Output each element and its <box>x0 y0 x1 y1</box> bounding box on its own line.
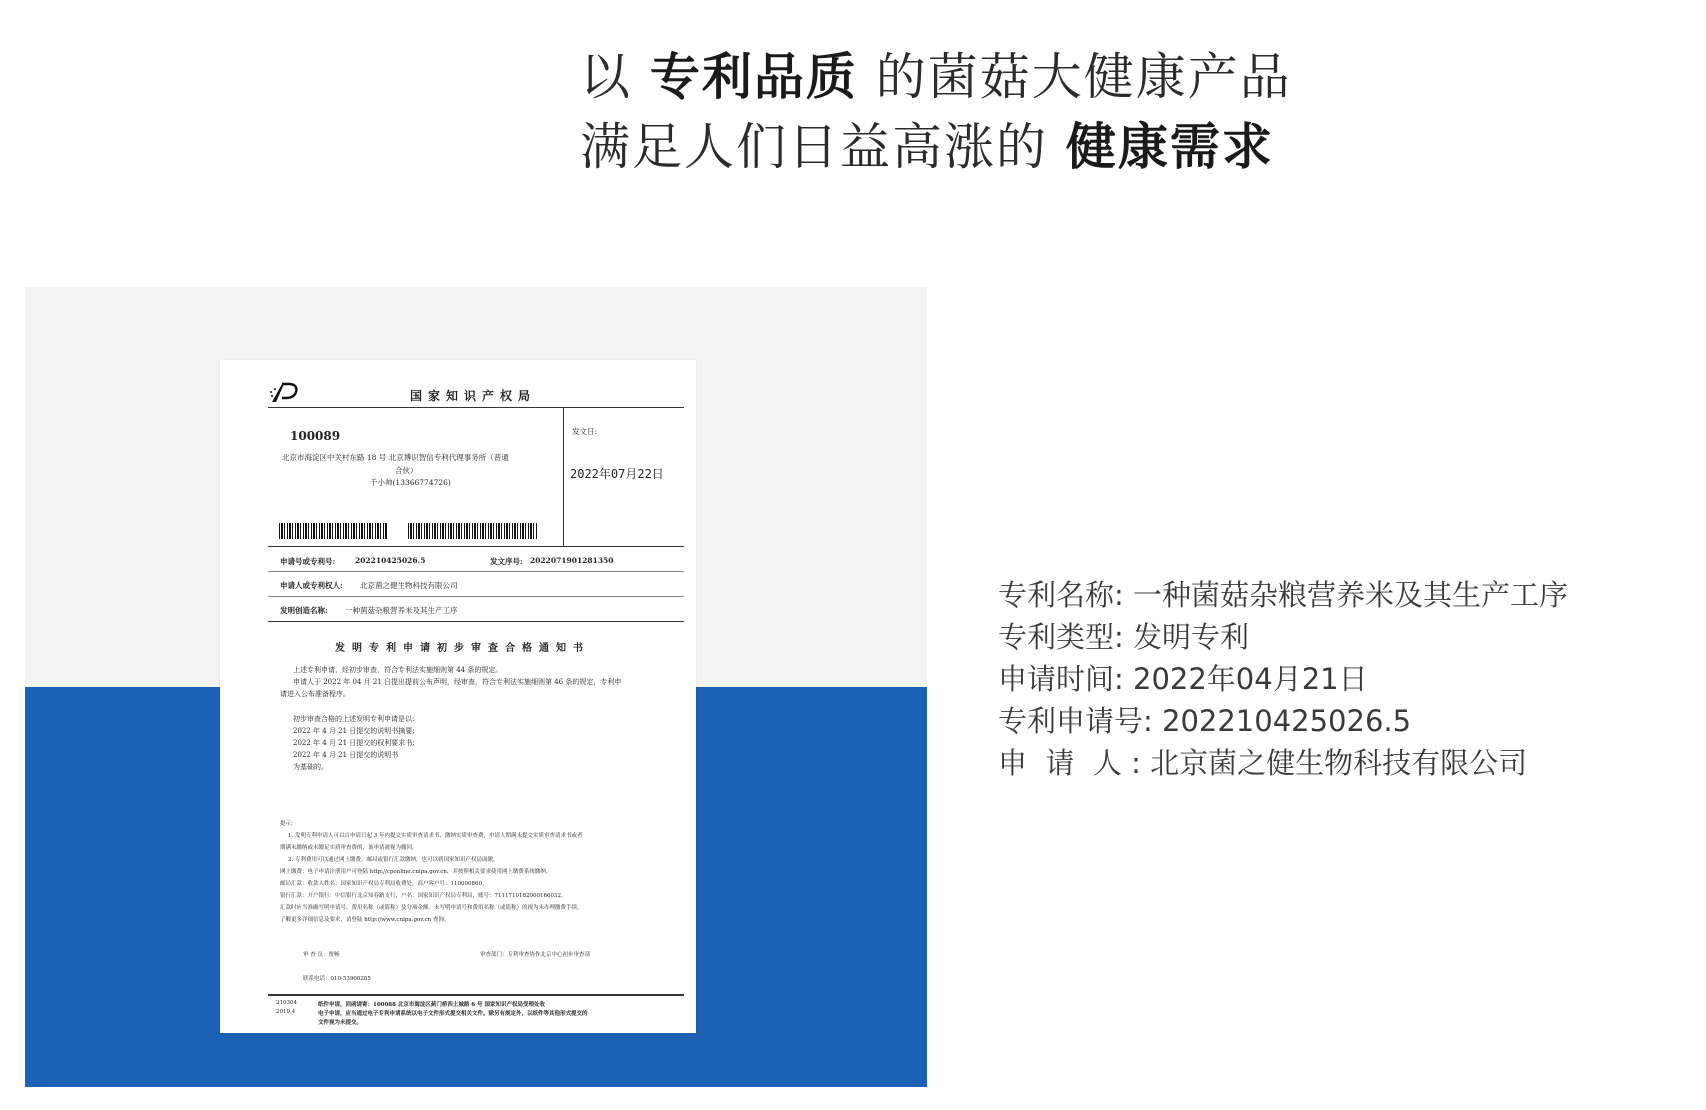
issue-date-label: 发文日: <box>572 427 598 436</box>
basis-line: 2022 年 4 月 21 日提交的权利要求书; <box>293 739 415 747</box>
basis-line: 2022 年 4 月 21 日提交的说明书 <box>293 751 399 759</box>
headline-line-2 <box>580 112 1340 182</box>
body-line: 请进入公布准备程序。 <box>280 690 350 698</box>
applicant-value: 北京菌之健生物科技有限公司 <box>360 581 458 590</box>
tip-line: 银行汇款：开户银行：中信银行北京知春路支行，户名：国家知识产权局专利局，账号：7111710182000166032。 <box>280 893 567 899</box>
patent-type: 专利类型: 发明专利 <box>998 620 1249 654</box>
body-line: 上述专利申请，经初步审查，符合专利法实施细则第 44 条的规定。 <box>293 666 503 674</box>
applicant-label: 申请人或专利权人: <box>280 581 343 590</box>
address-line-1: 北京市海淀区中关村东路 18 号 北京博识智信专利代理事务所（普通 <box>282 453 509 462</box>
tip-line: 了解更多详细信息及要求，请登陆 http://www.cnipa.gov.cn 查询。 <box>280 917 450 923</box>
headline <box>580 42 1340 182</box>
applicant: 申 请 人 : 北京菌之健生物科技有限公司 <box>998 746 1528 780</box>
divider <box>268 571 684 572</box>
serial-number-value: 2022071901281350 <box>530 556 614 565</box>
notice-title: 发明专利申请初步审查合格通知书 <box>335 643 590 654</box>
divider <box>268 596 684 597</box>
basis-line: 初步审查合格的上述发明专利申请是以: <box>293 715 415 723</box>
barcode-2 <box>408 523 537 539</box>
headline-line-2-bold: 健康需求 <box>1065 118 1274 176</box>
tip-line: 期满未缴纳或未缴足实质审查费的，该申请被视为撤回。 <box>280 845 418 851</box>
examiner: 审 查 员：贾畅 <box>303 952 340 958</box>
divider <box>268 621 684 622</box>
divider <box>268 407 684 408</box>
tip-line: 网上缴费：电子申请注册用户可登陆 http://cponline.cnipa.gov.cn，并按照相关要求使用网上缴费系统缴纳。 <box>280 869 552 875</box>
cnipa-logo-icon <box>268 380 302 406</box>
footer-code-2: 2019.4 <box>276 1009 296 1015</box>
application-number-label: 申请号或专利号: <box>280 557 336 566</box>
headline-line-1-bold: 专利品质 <box>649 48 858 106</box>
tip-line: 1. 发明专利申请人可以自申请日起 3 年内提交实质审查请求书、缴纳实质审查费，申请人期满未提交实质审查请求书或者 <box>288 833 583 839</box>
invention-value: 一种菌菇杂粮营养米及其生产工序 <box>345 606 458 615</box>
headline-line-1-post: 的菌菇大健康产品 <box>857 48 1292 106</box>
tip-line: 邮局汇款：收款人姓名：国家知识产权局专利局收费处，商户客户号：110000860。 <box>280 881 488 887</box>
patent-info-list <box>998 574 1678 784</box>
patent-certificate <box>220 360 696 1033</box>
divider <box>563 407 564 546</box>
barcode-1 <box>279 523 387 539</box>
certificate-panel <box>25 287 927 1087</box>
divider <box>268 546 684 547</box>
basis-line: 2022 年 4 月 21 日提交的说明书摘要; <box>293 727 415 735</box>
footer-line: 纸件申请，回函请寄：100088 北京市海淀区蓟门桥西土城路 6 号 国家知识产权局受理处收 <box>318 1002 545 1008</box>
serial-number-label: 发文序号: <box>490 557 523 566</box>
headline-line-2-pre: 满足人们日益高涨的 <box>580 118 1066 176</box>
basis-line: 为基础的。 <box>293 763 328 771</box>
address-line-2: 合伙） <box>395 466 418 475</box>
application-date: 申请时间: 2022年04月21日 <box>998 662 1368 696</box>
application-number-value: 202210425026.5 <box>355 556 426 565</box>
body-line: 申请人于 2022 年 04 月 21 日提出提前公布声明，经审查，符合专利法实施细则第 46 条的规定，专利申 <box>293 678 622 686</box>
footer-line: 电子申请，应当通过电子专利申请系统以电子文件形式提交相关文件。除另有规定外，以纸件等其他形式提交的 <box>318 1011 588 1017</box>
divider <box>268 994 684 996</box>
patent-name: 专利名称: 一种菌菇杂粮营养米及其生产工序 <box>998 578 1568 612</box>
headline-line-1 <box>580 42 1340 112</box>
invention-label: 发明创造名称: <box>280 606 328 615</box>
tip-line: 2. 专利费用可以通过网上缴费、邮局或银行汇款缴纳，也可以到国家知识产权局面缴。 <box>288 857 499 863</box>
headline-line-1-pre: 以 <box>580 48 650 106</box>
tip-line: 汇款时应当准确写明申请号、费用名称（或简称）及分项金额。未写明申请号和费用名称（或简称）的视为未办理缴费手续。 <box>280 905 583 911</box>
examining-department: 审查部门：专利审查协作北京中心初步审查部 <box>480 952 591 958</box>
footer-code-1: 210304 <box>276 1000 297 1006</box>
application-number: 专利申请号: 202210425026.5 <box>998 704 1412 738</box>
footer-line: 文件视为未提交。 <box>318 1020 363 1026</box>
address-line-3: 千小帅(13366774726) <box>370 478 451 487</box>
issue-date-value: 2022年07月22日 <box>570 467 664 481</box>
office-name: 国家知识产权局 <box>410 389 537 403</box>
contact-phone: 联系电话：010-53960285 <box>303 976 371 982</box>
tips-label: 提示: <box>280 821 293 827</box>
postal-code: 100089 <box>290 429 341 443</box>
